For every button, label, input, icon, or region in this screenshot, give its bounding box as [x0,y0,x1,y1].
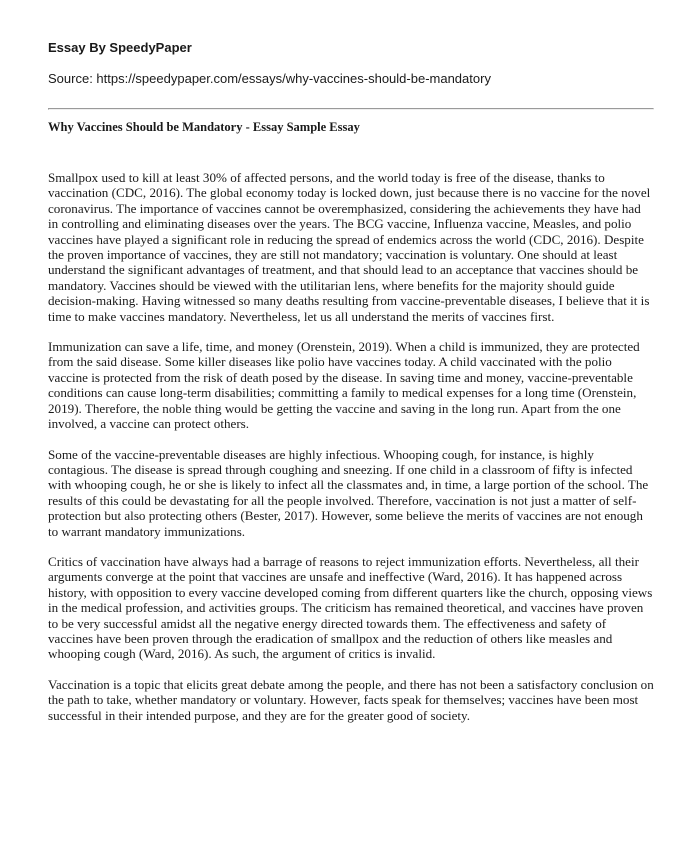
paragraph-2: Immunization can save a life, time, and money (Orenstein, 2019). When a child is immunized, they are protected from the said disease. Some killer diseases like polio have vaccines today. A child vaccinated with the polio vaccine is protected from the risk of death posed by the disease. In saving time and money, vaccine-preventable conditions can cause long-term disabilities; committing a family to medical expenses for a long time (Orenstein, 2019). Therefore, the noble thing would be getting the vaccine and saving in the long run. Apart from the one involved, a vaccine can protect others. [48,339,640,432]
header-divider [48,108,654,110]
page-header [48,40,652,106]
paragraph-4: Critics of vaccination have always had a barrage of reasons to reject immunization efforts. Nevertheless, all their arguments converge at the point that vaccines are unsafe and ineffective (Ward, 2016). It has happened across history, with opposition to every vaccine developed coming from different quarters like the church, opposing views in the medical profession, and activities groups. The criticism has remained theoretical, and vaccines have proven to be very successful amidst all the negative energy directed towards them. The effectiveness and safety of vaccines have been proven through the eradication of smallpox and the reduction of others like measles and whooping cough (Ward, 2016). As such, the argument of critics is invalid. [48,553,653,662]
essay-body [48,170,654,738]
essay-title: Why Vaccines Should be Mandatory - Essay Sample Essay [48,120,360,134]
paragraph-3: Some of the vaccine-preventable diseases are highly infectious. Whooping cough, for instance, is highly contagious. The disease is spread through coughing and sneezing. If one child in a classroom of fifty is infected with whooping cough, he or she is likely to infect all the classmates and, in time, a large portion of the school. The results of this could be devastating for all the people involved. Therefore, vaccination is not just a matter of self-protection but also protecting others (Bester, 2017). However, some believe the merits of vaccines are not enough to warrant mandatory immunizations. [48,446,649,539]
source-line: Source: https://speedypaper.com/essays/why-vaccines-should-be-mandatory [48,71,491,86]
paragraph-5: Vaccination is a topic that elicits great debate among the people, and there has not been a satisfactory conclusion on the path to take, whether mandatory or voluntary. However, facts speak for themselves; vaccines have been most successful in their intended purpose, and they are for the greater good of society. [48,676,654,723]
site-title: Essay By SpeedyPaper [48,40,192,55]
paragraph-1: Smallpox used to kill at least 30% of affected persons, and the world today is free of the disease, thanks to vaccination (CDC, 2016). The global economy today is locked down, just because there is no vaccine for the novel coronavirus. The importance of vaccines cannot be overemphasized, considering the achievements they have had in controlling and eliminating diseases over the years. The BCG vaccine, Influenza vaccine, Measles, and polio vaccines have played a significant role in reducing the spread of endemics across the world (CDC, 2016). Despite the proven importance of vaccines, they are still not mandatory; vaccination is voluntary. One should at least understand the significant advantages of treatment, and that should lead to an acceptance that vaccines should be mandatory. Vaccines should be viewed with the utilitarian lens, where benefits for the majority should guide decision-making. Having witnessed so many deaths resulting from vaccine-preventable diseases, I believe that it is time to make vaccines mandatory. Nevertheless, let us all understand the merits of vaccines first. [48,170,651,324]
